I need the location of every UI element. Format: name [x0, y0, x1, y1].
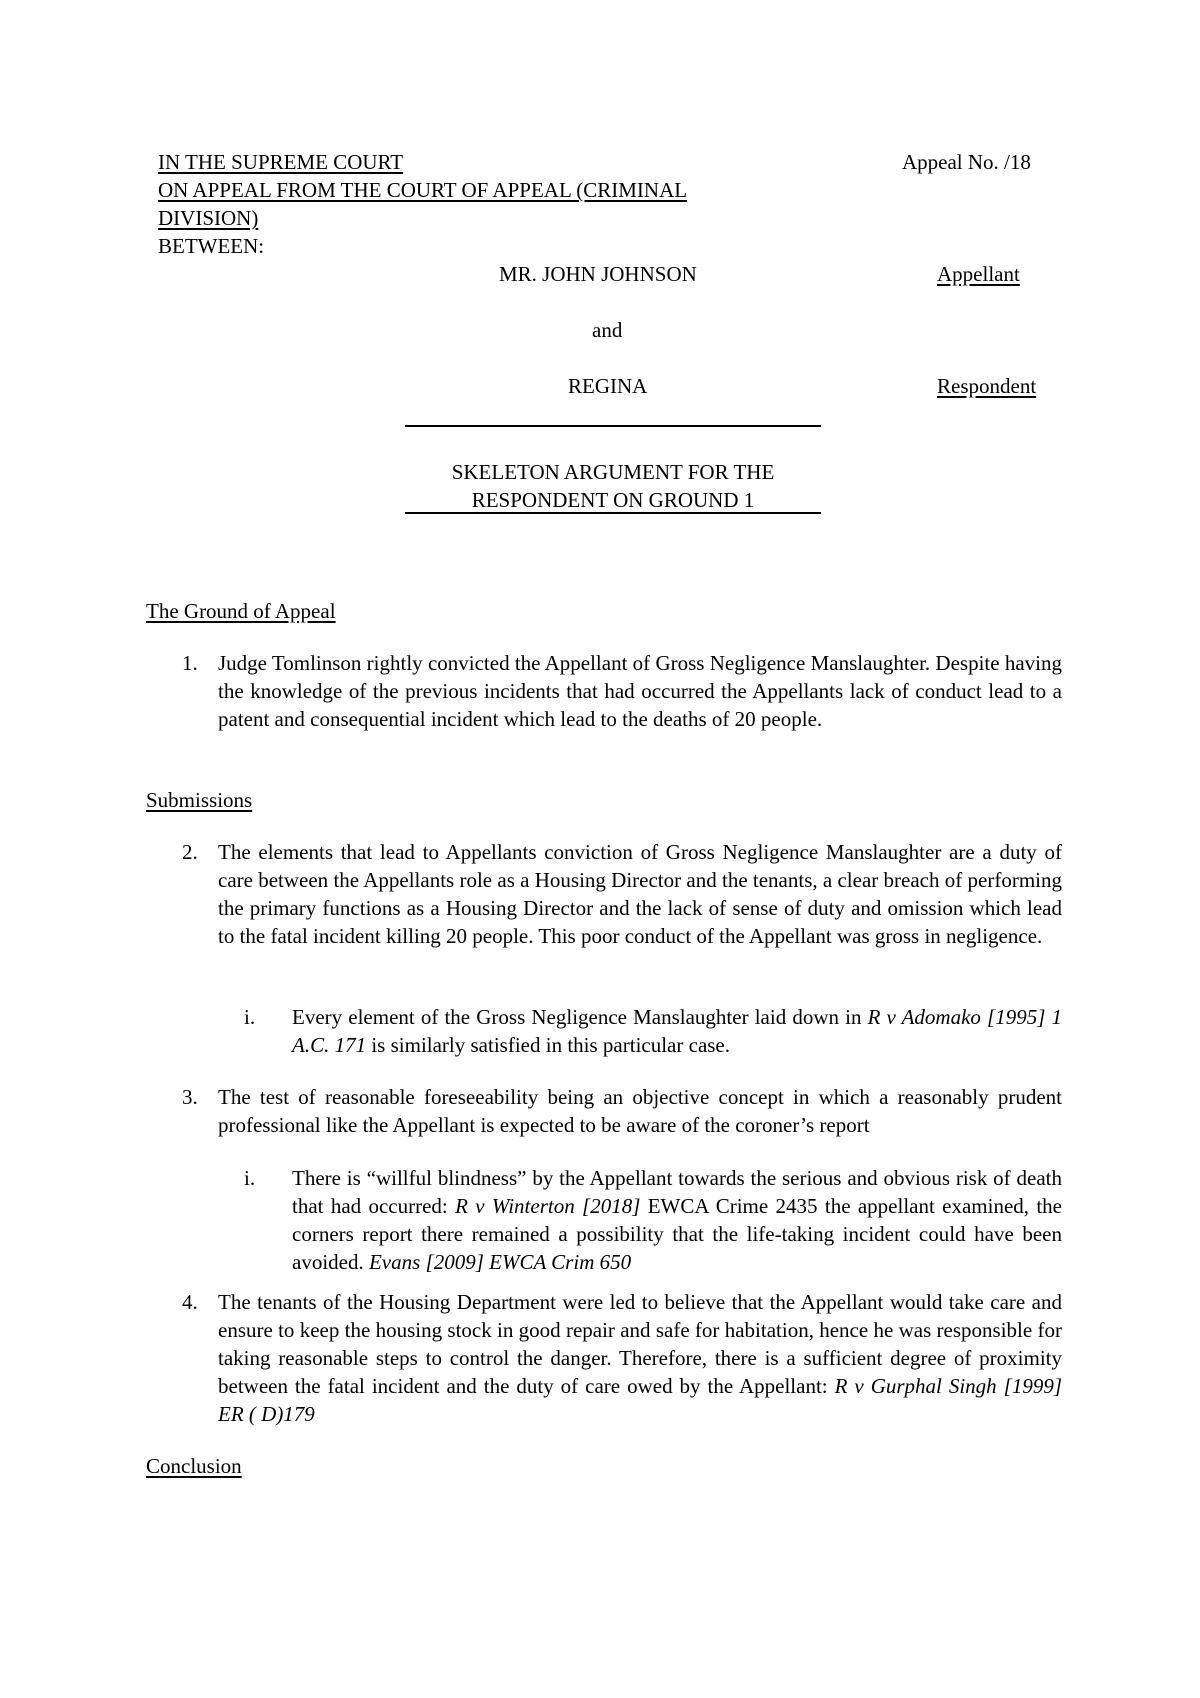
- and-separator: and: [592, 318, 623, 342]
- paragraph-3-i: [292, 1164, 1062, 1276]
- case-citation-winterton: R v Winterton [2018]: [455, 1194, 641, 1218]
- paragraph-2-number: 2.: [182, 840, 198, 864]
- paragraph-1: Judge Tomlinson rightly convicted the Appellant of Gross Negligence Manslaughter. Despite having the knowledge of the previous incidents that had occurred the Appellants lack of conduct lead to a patent and consequential incident which lead to the deaths of 20 people.: [218, 651, 1062, 731]
- court-line-1: IN THE SUPREME COURT: [158, 150, 404, 174]
- respondent-role: Respondent: [937, 374, 1037, 398]
- paragraph-3-i-text-b: EWCA Crime 2435 the appellant examined, the corners report there remained a possibility that the life-taking incident could have been avoided.: [292, 1194, 1062, 1274]
- between-label: BETWEEN:: [158, 234, 265, 258]
- document-title-line-1: SKELETON ARGUMENT FOR THE: [451, 460, 775, 484]
- case-citation-evans: Evans [2009] EWCA Crim 650: [368, 1250, 632, 1274]
- paragraph-3: The test of reasonable foreseeability being an objective concept in which a reasonably prudent professional like the Appellant is expected to be aware of the coroner’s report: [218, 1085, 1062, 1137]
- paragraph-4-text: The tenants of the Housing Department were led to believe that the Appellant would take care and ensure to keep the housing stock in good repair and safe for habitation, hence he was responsible for taking reasonable steps to control the danger. Therefore, there is a sufficient degree of proximity between the fatal incident and the duty of care owed by the Appellant:: [218, 1290, 1062, 1398]
- title-rule-bottom: [405, 512, 821, 514]
- court-line-3: DIVISION): [158, 206, 259, 230]
- submissions-heading: Submissions: [146, 788, 253, 812]
- conclusion-heading: Conclusion: [146, 1454, 242, 1478]
- paragraph-4-number: 4.: [182, 1290, 198, 1314]
- case-citation-adomako: R v Adomako [1995] 1 A.C. 171: [292, 1005, 1062, 1057]
- appellant-name: MR. JOHN JOHNSON: [499, 262, 697, 286]
- court-line-2: ON APPEAL FROM THE COURT OF APPEAL (CRIMINAL: [158, 178, 688, 202]
- paragraph-2-i-number: i.: [244, 1005, 256, 1029]
- paragraph-2-i-text-b: is similarly satisfied in this particular case.: [366, 1033, 731, 1057]
- paragraph-2-i: [292, 1003, 1062, 1059]
- paragraph-1-number: 1.: [182, 651, 198, 675]
- appeal-number: Appeal No. /18: [902, 150, 1031, 174]
- paragraph-3-i-text-a: There is “willful blindness” by the Appellant towards the serious and obvious risk of death that had occurred:: [292, 1166, 1062, 1218]
- case-citation-gurphal-singh: R v Gurphal Singh [1999] ER ( D)179: [218, 1374, 1062, 1426]
- appellant-role: Appellant: [937, 262, 1020, 286]
- paragraph-2: The elements that lead to Appellants conviction of Gross Negligence Manslaughter are a duty of care between the Appellants role as a Housing Director and the tenants, a clear breach of performing the primary functions as a Housing Director and the lack of sense of duty and omission which lead to the fatal incident killing 20 people. This poor conduct of the Appellant was gross in negligence.: [218, 840, 1062, 948]
- paragraph-4: [218, 1288, 1062, 1428]
- title-rule-top: [405, 425, 821, 427]
- paragraph-2-i-text-a: Every element of the Gross Negligence Manslaughter laid down in: [292, 1005, 868, 1029]
- paragraph-3-number: 3.: [182, 1085, 198, 1109]
- document-title-line-2: RESPONDENT ON GROUND 1: [471, 488, 755, 512]
- ground-of-appeal-heading: The Ground of Appeal: [146, 599, 336, 623]
- paragraph-3-i-number: i.: [244, 1166, 256, 1190]
- respondent-name: REGINA: [568, 374, 648, 398]
